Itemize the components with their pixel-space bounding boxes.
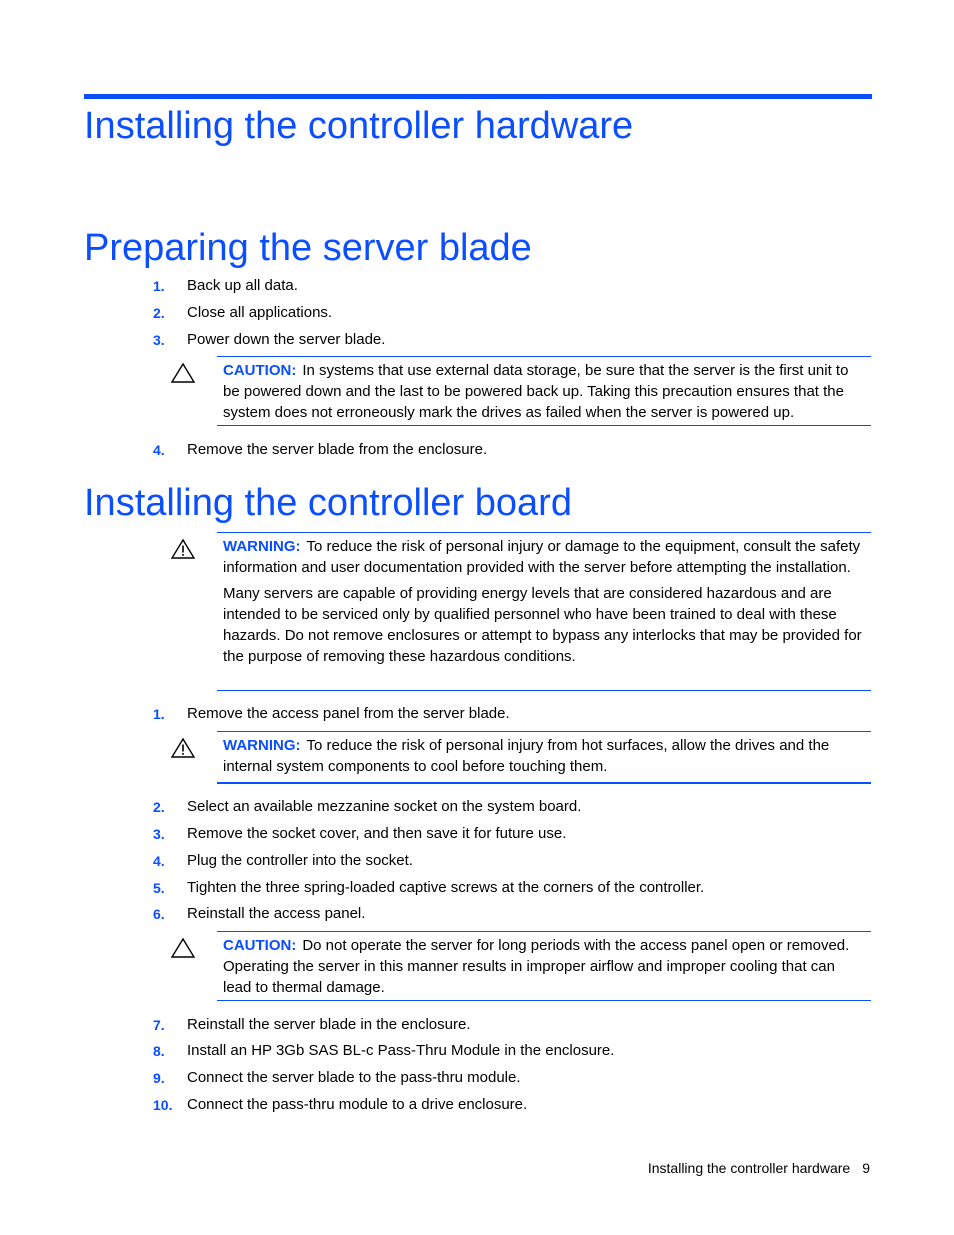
step-number: 10.: [153, 1097, 173, 1113]
step-text: Remove the socket cover, and then save it for future use.: [187, 825, 567, 842]
caution-triangle-icon: [170, 362, 196, 384]
page-title: Installing the controller hardware: [84, 105, 634, 147]
step-text: Tighten the three spring-loaded captive screws at the corners of the controller.: [187, 879, 705, 896]
step-text: Close all applications.: [187, 304, 333, 321]
warning-box: [217, 532, 871, 691]
step-number: 1.: [153, 706, 165, 722]
warning-label: WARNING:: [223, 538, 301, 555]
step-text: Reinstall the server blade in the enclosure.: [187, 1016, 471, 1033]
step-number: 5.: [153, 880, 165, 896]
section-heading-installing-board: Installing the controller board: [84, 482, 572, 524]
warning-text: To reduce the risk of personal injury or damage to the equipment, consult the safety information and user documentation provided with the server before attempting the installation.: [223, 538, 861, 576]
step-text: Connect the server blade to the pass-thru module.: [187, 1069, 521, 1086]
step-text: Select an available mezzanine socket on the system board.: [187, 798, 582, 815]
step-number: 3.: [153, 826, 165, 842]
step-text: Install an HP 3Gb SAS BL-c Pass-Thru Module in the enclosure.: [187, 1042, 615, 1059]
caution-text: Do not operate the server for long periods with the access panel open or removed. Operating the server in this manner results in improper airflow and improper cooling that can lead to thermal damage.: [223, 937, 850, 996]
step-number: 6.: [153, 906, 165, 922]
warning-box: [217, 731, 871, 784]
step-text: Power down the server blade.: [187, 331, 386, 348]
caution-label: CAUTION:: [223, 937, 297, 954]
step-number: 2.: [153, 799, 165, 815]
step-number: 9.: [153, 1070, 165, 1086]
step-number: 3.: [153, 332, 165, 348]
step-number: 4.: [153, 853, 165, 869]
warning-text: To reduce the risk of personal injury from hot surfaces, allow the drives and the internal system components to cool before touching them.: [223, 737, 830, 775]
footer-title: Installing the controller hardware: [647, 1160, 851, 1176]
step-text: Back up all data.: [187, 277, 298, 294]
title-rule: [84, 94, 872, 99]
section-heading-preparing: Preparing the server blade: [84, 227, 532, 269]
warning-triangle-icon: [170, 737, 196, 759]
step-number: 8.: [153, 1043, 165, 1059]
caution-triangle-icon: [170, 937, 196, 959]
caution-text: In systems that use external data storage, be sure that the server is the first unit to be powered down and the last to be powered back up. Taking this precaution ensures that the system does not erroneously mark the drives as failed when the server is powered up.: [223, 362, 849, 421]
step-number: 1.: [153, 278, 165, 294]
page-footer: [648, 1158, 870, 1178]
step-number: 4.: [153, 442, 165, 458]
warning-text-secondary: Many servers are capable of providing energy levels that are considered hazardous and are intended to be serviced only by qualified personnel who have been trained to deal with these hazards. Do not remove enclosures or attempt to bypass any interlocks that may be provided for the purpose of removing these hazardous conditions.: [223, 585, 862, 665]
caution-label: CAUTION:: [223, 362, 297, 379]
warning-triangle-icon: [170, 538, 196, 560]
step-text: Reinstall the access panel.: [187, 905, 366, 922]
step-number: 2.: [153, 305, 165, 321]
step-text: Connect the pass-thru module to a drive enclosure.: [187, 1096, 528, 1113]
step-text: Plug the controller into the socket.: [187, 852, 413, 869]
caution-box: [217, 356, 871, 426]
page-number: 9: [862, 1160, 870, 1176]
warning-label: WARNING:: [223, 737, 301, 754]
step-number: 7.: [153, 1017, 165, 1033]
step-text: Remove the server blade from the enclosure.: [187, 441, 488, 458]
step-text: Remove the access panel from the server blade.: [187, 705, 510, 722]
caution-box: [217, 931, 871, 1001]
